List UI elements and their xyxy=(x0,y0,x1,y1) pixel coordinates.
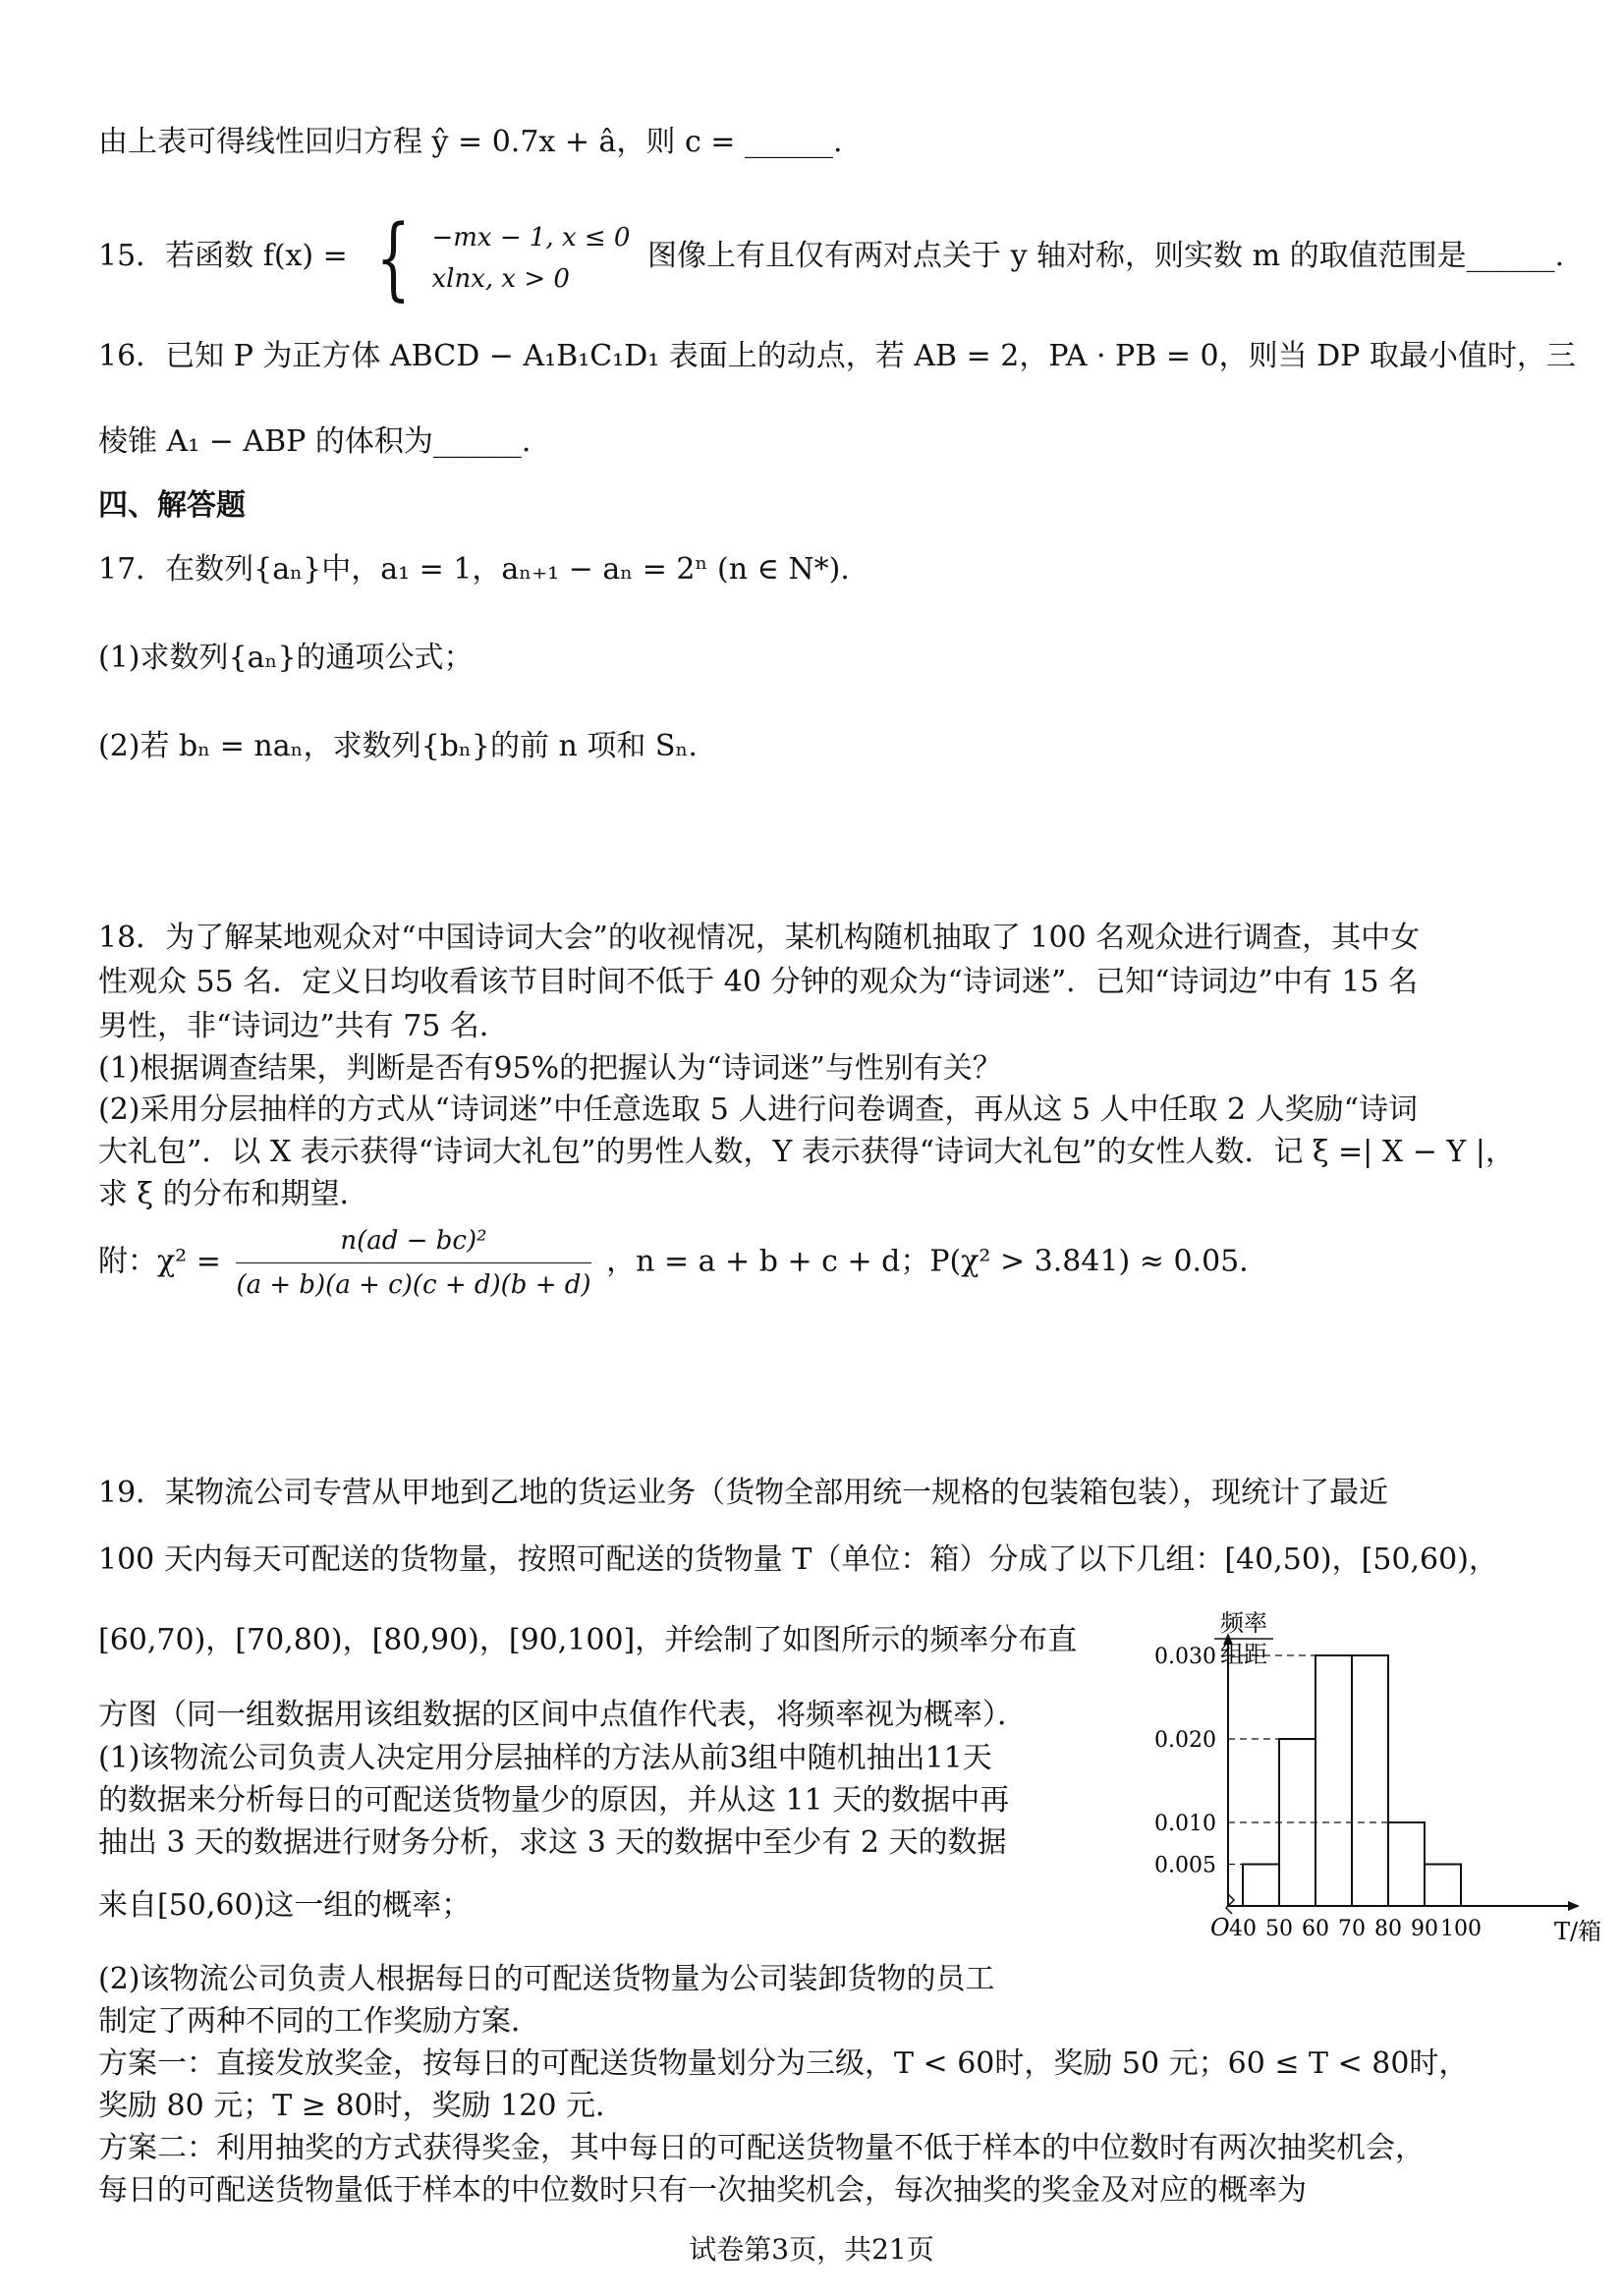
q18-part1: (1)根据调查结果，判断是否有95%的把握认为“诗词迷”与性别有关？ xyxy=(98,1051,1002,1086)
q19-part1-line2: 的数据来分析每日的可配送货物量少的原因，并从这 11 天的数据中再 xyxy=(98,1783,1010,1818)
x-tick-label: 50 xyxy=(1265,1917,1293,1941)
q18-line-3: 男性，非“诗词边”共有 75 名． xyxy=(98,1009,509,1043)
plan2-line2: 每日的可配送货物量低于样本的中位数时只有一次抽奖机会，每次抽奖的奖金及对应的概率为 xyxy=(98,2173,1307,2208)
page-footer: 试卷第3页，共21页 xyxy=(689,2233,934,2266)
q17-line: 17．在数列{aₙ}中，a₁ = 1，aₙ₊₁ − aₙ = 2ⁿ (n ∈ N*). xyxy=(98,552,850,587)
q19-part2-line2: 制定了两种不同的工作奖励方案． xyxy=(98,2004,540,2039)
x-axis-label: T/箱 xyxy=(1554,1918,1601,1945)
q18-part2-line1: (2)采用分层抽样的方式从“诗词迷”中任意选取 5 人进行问卷调查，再从这 5 人中任取 2 人奖励“诗词 xyxy=(98,1092,1418,1127)
q19-line-4: 方图（同一组数据用该组数据的区间中点值作代表，将频率视为概率）． xyxy=(98,1698,1027,1732)
q18-line-1: 18．为了解某地观众对“中国诗词大会”的收视情况，某机构随机抽取了 100 名观众进行调查，其中女 xyxy=(98,921,1421,955)
q19-line-1: 19．某物流公司专营从甲地到乙地的货运业务（货物全部用统一规格的包装箱包装），现统计了最近 xyxy=(98,1476,1389,1510)
histogram-bar xyxy=(1279,1739,1315,1906)
q18-part2-line3: 求 ξ 的分布和期望． xyxy=(98,1177,369,1211)
plan1-line2: 奖励 80 元；T ≥ 80时，奖励 120 元． xyxy=(98,2089,625,2123)
histogram-bar xyxy=(1388,1822,1425,1906)
case-2: xlnx, x > 0 xyxy=(431,263,570,294)
x-tick-label: 40 xyxy=(1229,1917,1257,1941)
piecewise-function xyxy=(364,204,631,310)
section-heading-answers: 四、解答题 xyxy=(98,488,246,523)
q16-line-1: 16．已知 P 为正方体 ABCD − A₁B₁C₁D₁ 表面上的动点，若 AB = 2，PA · PB = 0，则当 DP 取最小值时，三 xyxy=(98,339,1576,373)
histogram-bar xyxy=(1425,1865,1461,1907)
plan2-line1: 方案二：利用抽奖的方式获得奖金，其中每日的可配送货物量不低于样本的中位数时有两次抽奖机会， xyxy=(98,2131,1425,2165)
fraction-denominator: (a + b)(a + c)(c + d)(b + d) xyxy=(236,1270,591,1300)
chi-square-fraction xyxy=(236,1223,590,1303)
q19-line-3: [60,70)，[70,80)，[80,90)，[90,100]，并绘制了如图所示的频率分布直 xyxy=(98,1623,1078,1657)
fraction-numerator: n(ad − bc)² xyxy=(236,1223,590,1263)
x-tick-label: 60 xyxy=(1302,1917,1329,1941)
origin-label: O xyxy=(1210,1914,1230,1941)
x-tick-label: 70 xyxy=(1338,1917,1366,1941)
q14-line: 由上表可得线性回归方程 ŷ = 0.7x + â，则 c = ______. xyxy=(98,125,843,159)
x-tick-label: 80 xyxy=(1374,1917,1402,1941)
q15-suffix: 图像上有且仅有两对点关于 y 轴对称，则实数 m 的取值范围是______. xyxy=(647,239,1565,273)
q18-line-2: 性观众 55 名．定义日均收看该节目时间不低于 40 分钟的观众为“诗词迷”．已知“诗词边”中有 15 名 xyxy=(98,965,1419,999)
q15-line xyxy=(98,204,1565,310)
plan1-line1: 方案一：直接发放奖金，按每日的可配送货物量划分为三级，T < 60时，奖励 50 元；60 ≤ T < 80时， xyxy=(98,2046,1469,2081)
q19-part1-line1: (1)该物流公司负责人决定用分层抽样的方法从前3组中随机抽出11天 xyxy=(98,1741,992,1775)
frequency-histogram xyxy=(1110,1611,1601,1965)
y-label-bottom: 组距 xyxy=(1220,1641,1267,1668)
q18-formula-line xyxy=(98,1223,1268,1303)
x-tick-label: 100 xyxy=(1440,1917,1482,1941)
histogram-bar xyxy=(1352,1655,1388,1906)
y-tick-label: 0.005 xyxy=(1154,1853,1216,1878)
q17-part2: (2)若 bₙ = naₙ，求数列{bₙ}的前 n 项和 Sₙ. xyxy=(98,729,698,763)
y-tick-label: 0.020 xyxy=(1154,1728,1216,1753)
histogram-bar xyxy=(1243,1865,1279,1907)
y-label-top: 频率 xyxy=(1220,1611,1267,1637)
q17-part1: (1)求数列{aₙ}的通项公式； xyxy=(98,641,474,675)
q19-part2-line1: (2)该物流公司负责人根据每日的可配送货物量为公司装卸货物的员工 xyxy=(98,1962,995,1996)
q15-prefix: 15．若函数 f(x) = xyxy=(98,239,348,273)
y-tick-label: 0.030 xyxy=(1154,1645,1216,1669)
q19-part1-line4: 来自[50,60)这一组的概率； xyxy=(98,1888,472,1923)
left-brace: { xyxy=(376,204,412,310)
formula-prefix: 附：χ² = xyxy=(98,1244,221,1279)
piecewise-cases xyxy=(431,217,630,300)
q19-part1-line3: 抽出 3 天的数据进行财务分析，求这 3 天的数据中至少有 2 天的数据 xyxy=(98,1825,1007,1860)
y-tick-label: 0.010 xyxy=(1154,1812,1216,1836)
case-1: −mx − 1, x ≤ 0 xyxy=(431,222,631,252)
x-axis-arrow xyxy=(1568,1901,1580,1911)
x-tick-label: 90 xyxy=(1411,1917,1438,1941)
q19-line-2: 100 天内每天可配送的货物量，按照可配送的货物量 T（单位：箱）分成了以下几组：[40,50)，[50,60)， xyxy=(98,1542,1498,1577)
formula-suffix: ，n = a + b + c + d；P(χ² > 3.841) ≈ 0.05． xyxy=(606,1244,1269,1279)
q18-part2-line2: 大礼包”．以 X 表示获得“诗词大礼包”的男性人数，Y 表示获得“诗词大礼包”的女性人数．记 ξ =| X − Y |， xyxy=(98,1135,1515,1169)
histogram-bar xyxy=(1315,1655,1352,1906)
q16-line-2: 棱锥 A₁ − ABP 的体积为______. xyxy=(98,424,532,459)
